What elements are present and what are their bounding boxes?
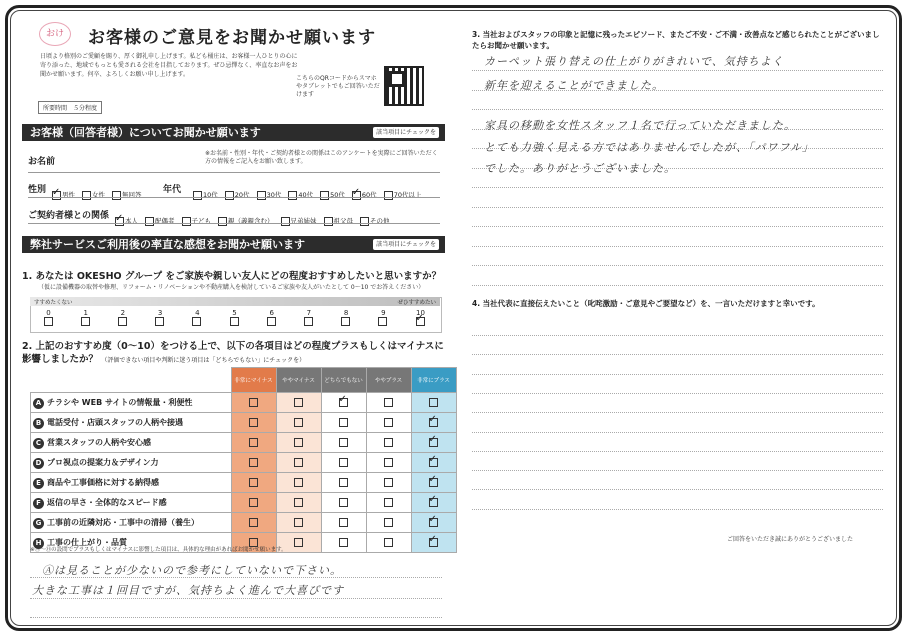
customer-section-bar	[22, 124, 445, 141]
age-option-label: 50代	[330, 191, 345, 199]
divider	[28, 223, 440, 224]
age-option[interactable]	[193, 190, 218, 200]
q1-scale-option[interactable]	[142, 309, 179, 326]
q1-scale-options	[30, 309, 440, 331]
q2-row-label	[31, 413, 232, 433]
checkbox[interactable]	[230, 317, 239, 326]
q2-cell[interactable]	[276, 393, 321, 413]
q2-row	[31, 513, 457, 533]
q2-cell[interactable]	[231, 513, 276, 533]
reason-line-1: Ⓐは見ることが少ないので参考にしていないで下さい。	[42, 564, 342, 577]
checkbox[interactable]	[429, 458, 438, 467]
q2-row-text: 電話受付・店頭スタッフの人柄や接遇	[47, 417, 183, 427]
age-option-label: 70代以上	[393, 191, 422, 199]
age-option-label: 10代	[203, 191, 218, 199]
q2-cell[interactable]	[321, 493, 366, 513]
q1-scale-value: 0	[46, 309, 51, 317]
age-option[interactable]	[320, 190, 345, 200]
checkbox[interactable]	[257, 191, 266, 200]
q2-col-header: ややマイナス	[276, 368, 321, 393]
checkbox[interactable]	[294, 438, 303, 447]
checkbox[interactable]	[384, 438, 393, 447]
checkbox[interactable]	[249, 458, 258, 467]
q2-row	[31, 413, 457, 433]
q2-row-key-icon: G	[33, 518, 44, 529]
checkbox[interactable]	[304, 317, 313, 326]
checkbox[interactable]	[192, 317, 201, 326]
gender-option-label: 女性	[92, 191, 105, 199]
q2-title	[22, 340, 444, 367]
answer-rule	[472, 509, 883, 510]
age-option-label: 60代	[361, 191, 377, 199]
rel-option-label: 兄弟姉妹	[290, 217, 317, 225]
checkbox[interactable]	[294, 398, 303, 407]
checkbox[interactable]	[339, 438, 348, 447]
q1-scale-value: 10	[416, 309, 425, 317]
q2-row-text: 工事前の近隣対応・工事中の清掃（養生）	[47, 517, 199, 527]
qr-caption: こちらのQRコードからスマホやタブレットでもご回答いただけます	[296, 75, 380, 98]
age-options	[193, 182, 428, 201]
q3-line-3: 家具の移動を女性スタッフ１名で行っていただきました。	[484, 119, 796, 132]
q1-scale-header	[30, 297, 440, 306]
checkbox[interactable]	[44, 317, 53, 326]
q2-cell[interactable]	[411, 513, 456, 533]
q2-row-label	[31, 513, 232, 533]
q3-line-1: カーペット張り替えの仕上がりがきれいで、気持ちよく	[484, 55, 784, 68]
gender-option[interactable]	[52, 190, 75, 200]
checkbox[interactable]	[339, 458, 348, 467]
page-title: お客様のご意見をお聞かせ願います	[88, 28, 376, 48]
rel-option[interactable]	[281, 216, 317, 226]
checkbox[interactable]	[429, 478, 438, 487]
checkbox[interactable]	[294, 498, 303, 507]
checkbox[interactable]	[115, 217, 124, 226]
checkbox[interactable]	[145, 217, 154, 226]
intro-text: 日頃より格別のご愛顧を賜り、厚く御礼申し上げます。私ども桶庄は、お客様一人ひとりの心に寄り添った、地域でもっとも愛される会社を目指しております。ぜひ忌憚なく、率直なお声をお聞かせ願います。何卒、よろしくお願い申し上げます。	[40, 53, 298, 78]
service-section-title: 弊社サービスご利用後の率直な感想をお聞かせ願います	[30, 238, 305, 251]
rel-option-label: 子ども	[191, 217, 211, 225]
q1-low-label: すすめたくない	[34, 300, 73, 306]
q2-cell[interactable]	[276, 473, 321, 493]
q2-cell[interactable]	[366, 473, 411, 493]
q2-cell[interactable]	[321, 533, 366, 553]
reason-note: ※Ⓐ〜Ⓗの設問でプラスもしくはマイナスに影響した項目は、具体的な理由があればお聞かせ願います。	[30, 547, 287, 553]
q1-title: 1. あなたは OKESHO グループ をご家族や親しい友人にどの程度おすすめしたいと思いますか？	[22, 271, 442, 282]
age-option[interactable]	[225, 190, 250, 200]
checkbox[interactable]	[429, 398, 438, 407]
q2-row-text: 工事の仕上がり・品質	[47, 537, 127, 547]
checkbox[interactable]	[82, 191, 91, 200]
answer-rule	[472, 412, 883, 413]
q2-row-key-icon: D	[33, 458, 44, 469]
answer-rule	[472, 489, 883, 490]
q1-scale-option[interactable]	[328, 309, 365, 326]
q1-scale-value: 3	[157, 309, 163, 317]
checkbox[interactable]	[429, 418, 438, 427]
q1-scale-value: 7	[306, 309, 312, 317]
q2-row-text: チラシや WEB サイトの情報量・利便性	[47, 397, 193, 407]
q2-row-text: 返信の早さ・全体的なスピード感	[47, 497, 167, 507]
q2-cell[interactable]	[366, 413, 411, 433]
relation-options	[115, 208, 397, 227]
q2-cell[interactable]	[321, 513, 366, 533]
checkbox[interactable]	[378, 317, 387, 326]
q2-cell[interactable]	[276, 453, 321, 473]
q2-cell[interactable]	[321, 413, 366, 433]
q1-scale-option[interactable]	[402, 309, 439, 326]
q2-col-header: どちらでもない	[321, 368, 366, 393]
q2-row-key-icon: H	[33, 538, 44, 549]
checkbox[interactable]	[288, 191, 297, 200]
answer-rule	[472, 265, 883, 266]
checkbox[interactable]	[384, 458, 393, 467]
q2-row	[31, 453, 457, 473]
checkbox[interactable]	[384, 398, 393, 407]
reason-rule	[30, 577, 442, 578]
checkbox[interactable]	[416, 317, 425, 326]
thanks-text: ご回答をいただき誠にありがとうございました	[727, 536, 854, 543]
checkbox[interactable]	[324, 217, 333, 226]
rel-option[interactable]	[360, 216, 390, 226]
q2-title-line1: 2. 上記のおすすめ度（0〜10）をつける上で、以下の各項目はどの程度プラスもしくはマイナスに	[22, 341, 444, 352]
q1-scale-option[interactable]	[67, 309, 104, 326]
rel-option[interactable]	[218, 216, 274, 226]
checkbox[interactable]	[294, 518, 303, 527]
q1-scale-option[interactable]	[365, 309, 402, 326]
q2-cell[interactable]	[231, 433, 276, 453]
age-option[interactable]	[384, 190, 422, 200]
checkbox[interactable]	[294, 478, 303, 487]
q2-col-header: 非常にマイナス	[231, 368, 276, 393]
gender-option-label: 男性	[62, 191, 75, 199]
q2-cell[interactable]	[321, 453, 366, 473]
checkbox[interactable]	[339, 538, 348, 547]
checkbox[interactable]	[429, 438, 438, 447]
q2-title-note: （評価できない項目や判断に迷う項目は「どちらでもない」にチェックを）	[101, 357, 306, 364]
q1-scale-option[interactable]	[104, 309, 141, 326]
answer-rule	[472, 451, 883, 452]
reason-rule	[30, 598, 442, 599]
customer-section-note: 該当項目にチェックを	[373, 127, 439, 138]
q1-scale-value: 2	[120, 309, 126, 317]
gender-option-label: 無回答	[122, 191, 142, 199]
q2-row	[31, 393, 457, 413]
checkbox[interactable]	[249, 418, 258, 427]
checkbox[interactable]	[294, 418, 303, 427]
q1-scale-value: 9	[381, 309, 386, 317]
checkbox[interactable]	[225, 191, 234, 200]
checkbox[interactable]	[267, 317, 276, 326]
answer-rule	[472, 354, 883, 355]
q2-row-text: プロ視点の提案力＆デザイン力	[47, 457, 159, 467]
rel-option-label: 本人	[125, 217, 138, 225]
checkbox[interactable]	[249, 438, 258, 447]
age-option[interactable]	[257, 190, 282, 200]
relation-label: ご契約者様との関係	[28, 211, 110, 221]
checkbox[interactable]	[384, 498, 393, 507]
q1-scale-value: 5	[232, 309, 237, 317]
q1-scale-value: 4	[195, 309, 200, 317]
divider	[28, 197, 440, 198]
checkbox[interactable]	[281, 217, 290, 226]
gender-option[interactable]	[112, 190, 142, 200]
q2-cell[interactable]	[276, 513, 321, 533]
checkbox[interactable]	[294, 458, 303, 467]
q3-line-5: でした。ありがとうございました。	[484, 162, 676, 175]
q2-cell[interactable]	[276, 493, 321, 513]
answer-rule	[472, 187, 883, 188]
checkbox[interactable]	[341, 317, 350, 326]
q2-cell[interactable]	[321, 473, 366, 493]
q1-scale-value: 1	[83, 309, 88, 317]
q1-scale-value: 8	[343, 309, 349, 317]
q2-cell[interactable]	[366, 433, 411, 453]
name-note: ※お名前・性別・年代・ご契約者様との関係はこのアンケートを実際にご回答いただく方の情報をご記入をお願い致します。	[205, 150, 438, 165]
answer-rule	[472, 226, 883, 227]
gender-option[interactable]	[82, 190, 105, 200]
checkbox[interactable]	[352, 191, 361, 200]
q1-subtitle: （仮に設備機器の取替や修理、リフォーム・リノベーションや不動産購入を検討しているご家族や友人がいたとして 0〜10 でお答えください）	[38, 284, 425, 291]
checkbox[interactable]	[52, 191, 61, 200]
answer-rule	[472, 470, 883, 471]
q2-col-header: ややプラス	[366, 368, 411, 393]
reason-rule	[30, 617, 442, 618]
q2-row-label	[31, 473, 232, 493]
checkbox[interactable]	[384, 478, 393, 487]
q2-cell[interactable]	[231, 393, 276, 413]
checkbox[interactable]	[249, 398, 258, 407]
answer-rule	[472, 285, 883, 286]
age-label: 年代	[163, 185, 182, 195]
age-option-label: 30代	[266, 191, 282, 199]
checkbox[interactable]	[339, 478, 348, 487]
q3-title: 3. 当社およびスタッフの印象と記憶に残ったエピソード、またご不安・ご不満・改善点など感じられたことがございましたらお聞かせ願います。	[472, 30, 880, 50]
checkbox[interactable]	[339, 398, 348, 407]
q1-scale-option[interactable]	[253, 309, 290, 326]
rel-option-label: 親（義親含む）	[228, 217, 274, 225]
checkbox[interactable]	[294, 538, 303, 547]
answer-rule	[472, 246, 883, 247]
checkbox[interactable]	[320, 191, 329, 200]
q2-table	[30, 367, 457, 553]
checkbox[interactable]	[81, 317, 90, 326]
q2-row-key-icon: A	[33, 398, 44, 409]
age-option-label: 40代	[298, 191, 314, 199]
checkbox[interactable]	[218, 217, 227, 226]
name-label: お名前	[28, 157, 56, 167]
checkbox[interactable]	[429, 518, 438, 527]
q2-col-header: 非常にプラス	[411, 368, 456, 393]
checkbox[interactable]	[118, 317, 127, 326]
checkbox[interactable]	[360, 217, 369, 226]
q2-cell[interactable]	[366, 513, 411, 533]
q2-header-blank	[31, 368, 232, 393]
q1-scale-option[interactable]	[30, 309, 67, 326]
q2-row-key-icon: F	[33, 498, 44, 509]
q2-cell[interactable]	[366, 393, 411, 413]
answer-rule	[472, 109, 883, 110]
q1-scale-value: 6	[269, 309, 274, 317]
answer-rule	[472, 432, 883, 433]
q2-title-line2: 影響しましたか？	[22, 354, 99, 365]
answer-rule	[472, 335, 883, 336]
checkbox[interactable]	[182, 217, 191, 226]
q2-cell[interactable]	[411, 393, 456, 413]
checkbox[interactable]	[429, 538, 438, 547]
q2-row-key-icon: B	[33, 418, 44, 429]
q2-row-label	[31, 453, 232, 473]
age-option[interactable]	[288, 190, 313, 200]
gender-label: 性別	[28, 185, 47, 195]
q2-row-text: 営業スタッフの人柄や安心感	[47, 437, 151, 447]
checkbox[interactable]	[384, 518, 393, 527]
q3-line-4: とても力強く見える方ではありませんでしたが、「パワフル」	[484, 141, 815, 154]
age-option[interactable]	[352, 190, 377, 200]
q2-cell[interactable]	[321, 393, 366, 413]
checkbox[interactable]	[384, 418, 393, 427]
q2-cell[interactable]	[411, 453, 456, 473]
q2-cell[interactable]	[411, 493, 456, 513]
q2-cell[interactable]	[231, 453, 276, 473]
q1-scale-option[interactable]	[216, 309, 253, 326]
checkbox[interactable]	[339, 518, 348, 527]
reason-line-2: 大きな工事は１回目ですが、気持ちよく進んで大喜びです	[32, 584, 344, 597]
checkbox[interactable]	[193, 191, 202, 200]
q2-row	[31, 473, 457, 493]
age-option-label: 20代	[234, 191, 250, 199]
q2-row	[31, 493, 457, 513]
q2-cell[interactable]	[366, 533, 411, 553]
service-section-bar	[22, 236, 445, 253]
rel-option-label: 配偶者	[155, 217, 175, 225]
q2-row-key-icon: E	[33, 478, 44, 489]
q3-line-2: 新年を迎えることができました。	[484, 79, 664, 92]
answer-rule	[472, 393, 883, 394]
q2-cell[interactable]	[321, 433, 366, 453]
checkbox[interactable]	[384, 538, 393, 547]
q2-cell[interactable]	[231, 413, 276, 433]
rel-option-label: 祖父母	[333, 217, 353, 225]
answer-rule	[472, 374, 883, 375]
answer-rule	[472, 70, 883, 71]
q2-cell[interactable]	[411, 413, 456, 433]
checkbox[interactable]	[429, 498, 438, 507]
q2-row-label	[31, 433, 232, 453]
qr-code-icon[interactable]	[384, 66, 424, 106]
q2-row-key-icon: C	[33, 438, 44, 449]
rel-option[interactable]	[324, 216, 354, 226]
q2-cell[interactable]	[366, 493, 411, 513]
q2-cell[interactable]	[411, 473, 456, 493]
q1-scale-option[interactable]	[179, 309, 216, 326]
rel-option[interactable]	[182, 216, 212, 226]
rel-option-label: その他	[370, 217, 390, 225]
q2-row-text: 商品や工事価格に対する納得感	[47, 477, 159, 487]
q2-cell[interactable]	[276, 433, 321, 453]
brand-logo: おけ	[39, 22, 71, 46]
name-field[interactable]	[28, 172, 440, 173]
checkbox[interactable]	[384, 191, 393, 200]
customer-section-title: お客様（回答者様）についてお聞かせ願います	[30, 126, 261, 139]
checkbox[interactable]	[249, 478, 258, 487]
q2-row-label	[31, 493, 232, 513]
q2-row	[31, 433, 457, 453]
checkbox[interactable]	[339, 498, 348, 507]
q2-cell[interactable]	[276, 413, 321, 433]
q2-cell[interactable]	[366, 453, 411, 473]
gender-options	[52, 182, 149, 201]
checkbox[interactable]	[112, 191, 121, 200]
q2-cell[interactable]	[411, 433, 456, 453]
q1-scale-option[interactable]	[290, 309, 327, 326]
q2-row-label	[31, 393, 232, 413]
rel-option[interactable]	[145, 216, 175, 226]
answer-rule	[472, 207, 883, 208]
rel-option[interactable]	[115, 216, 138, 226]
checkbox[interactable]	[339, 418, 348, 427]
time-required: 所要時間 ５分程度	[38, 101, 102, 114]
q2-cell[interactable]	[411, 533, 456, 553]
q2-cell[interactable]	[231, 473, 276, 493]
q4-title: 4. 当社代表に直接伝えたいこと（叱咤激励・ご意見やご要望など）を、一言いただけますと幸いです。	[472, 299, 820, 308]
checkbox[interactable]	[155, 317, 164, 326]
checkbox[interactable]	[249, 498, 258, 507]
service-section-note: 該当項目にチェックを	[373, 239, 439, 250]
q1-high-label: ぜひすすめたい	[397, 300, 436, 306]
q2-cell[interactable]	[231, 493, 276, 513]
checkbox[interactable]	[249, 518, 258, 527]
